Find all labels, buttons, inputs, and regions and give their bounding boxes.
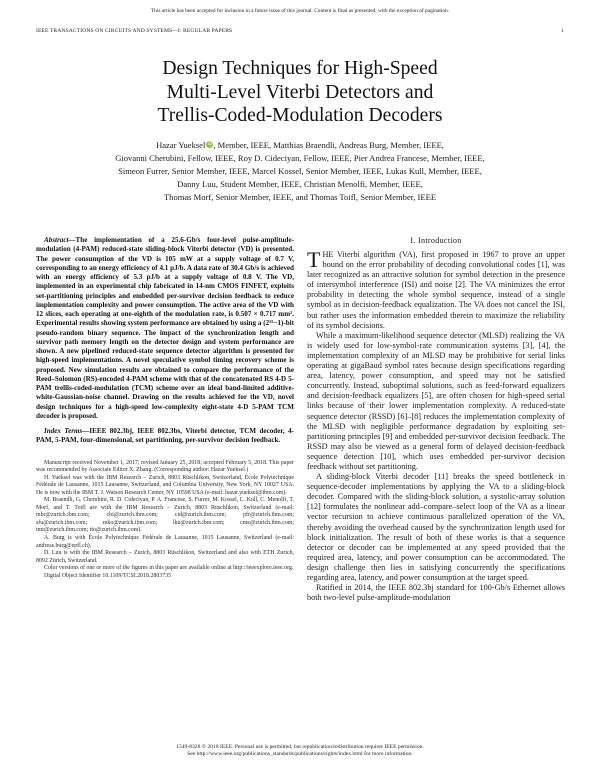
right-column bbox=[307, 236, 565, 603]
acceptance-notice: This article has been accepted for inclusion in a future issue of this journal. Content is final as presented, with the exception of pagination. bbox=[150, 8, 450, 14]
abstract bbox=[36, 236, 294, 421]
index-terms-text: IEEE 802.3bj, IEEE 802.3bs, Viterbi detector, TCM decoder, 4-PAM, 5-PAM, four-dimensional, set partitioning, per-survivor decision feedback. bbox=[36, 427, 294, 445]
footnote: D. Luu is with the IBM Research – Zurich, 8803 Rüschlikon, Switzerland and also with ETH Zurich, 8092 Zürich, Switzerland. bbox=[36, 550, 294, 564]
author-list bbox=[30, 139, 570, 204]
journal-name: IEEE TRANSACTIONS ON CIRCUITS AND SYSTEMS—I: REGULAR PAPERS bbox=[36, 28, 233, 34]
title-line: Design Techniques for High-Speed bbox=[162, 58, 438, 79]
paragraph: While a maximum-likelihood sequence detector (MLSD) realizing the VA is widely used for low-symbol-rate communication systems [3], [4], the implementation complexity of an MLSD may be prohibitive for serial links operating at gigaBaud symbol rates because design specifications regarding area, latency, power consumption, and speed may not be satisfied concurrently. Instead, suboptimal solutions, such as feed-forward equalizers and decision-feedback equalizers [5], are often chosen for high-speed serial links because of their lower implementation complexity. A reduced-state sequence detector (RSSD) [6]–[8] reduces the implementation complexity of the MLSD with negligible performance degradation by exploiting set-partitioning principles [9] and embedded per-survivor decision feedback. The RSSD may also be viewed as a general form of delayed decision-feedback sequence detection [10], which uses embedded per-survivor decision feedback without set partitioning. bbox=[307, 330, 565, 471]
drop-cap: T bbox=[307, 247, 321, 272]
copyright-notice bbox=[0, 744, 600, 759]
author-line bbox=[30, 139, 570, 152]
author-line: Simeon Furrer, Senior Member, IEEE, Marcel Kossel, Senior Member, IEEE, Lukas Kull, Member, IEEE, bbox=[118, 166, 482, 177]
index-terms-label: Index Terms— bbox=[44, 427, 90, 435]
footnote: Digital Object Identifier 10.1109/TCSI.2018.2803735 bbox=[44, 572, 172, 579]
page-number: 1 bbox=[561, 28, 564, 34]
footnotes bbox=[36, 460, 294, 581]
paragraph bbox=[307, 247, 565, 331]
title-line: Multi-Level Viterbi Detectors and bbox=[166, 81, 434, 103]
copyright-line: 1549-8328 © 2018 IEEE. Personal use is permitted, but republication/redistribution requires IEEE permission. bbox=[176, 744, 424, 750]
index-terms bbox=[36, 427, 294, 446]
copyright-line: See http://www.ieee.org/publications_standards/publications/rights/index.html for more information. bbox=[187, 751, 413, 758]
paragraph-text: HE Viterbi algorithm (VA), first proposed in 1967 to prove an upper bound on the error probability of decoding convolutional codes [1], was later recognized as an attractive solution for symbol detection in the presence of intersymbol interference (ISI) and noise [2]. The VA minimizes the error probability in detecting the whole symbol sequence, instead of a single symbol as in decision-feedback equalization. The VA does not cancel the ISI, but rather uses the information embedded therein to maximize the reliability of its symbol decisions. bbox=[307, 250, 565, 330]
paragraph: Ratified in 2014, the IEEE 802.3bj standard for 100-Gb/s Ethernet allows both two-level pulse-amplitude-modulation bbox=[307, 583, 565, 603]
author-line: Thomas Morf, Senior Member, IEEE, and Thomas Toifl, Senior Member, IEEE bbox=[163, 192, 437, 203]
introduction-body bbox=[307, 247, 565, 603]
footnote: A. Burg is with École Polytechnique Fédérale de Lausanne, 1015 Lausanne, Switzerland (e-mail: andreas.burg@epfl.ch). bbox=[36, 534, 294, 549]
author-line: Giovanni Cherubini, Fellow, IEEE, Roy D. Cideciyan, Fellow, IEEE, Pier Andrea Francese, Member, IEEE, bbox=[115, 153, 485, 164]
abstract-text: The implementation of a 25.6-Gb/s four-level pulse-amplitude-modulation (4-PAM) reduced-state sliding-block Viterbi detector (VD) is presented. The power consumption of the VD is 105 mW at a supply voltage of 0.7 V, corresponding to an energy efficiency of 4.1 pJ/b. A data rate of 30.4 Gb/s is achieved with an energy efficiency of 5.3 pJ/b at a supply voltage of 0.8 V. The VD, implemented in an experimental chip fabricated in 14-nm CMOS FINFET, exploits set-partitioning principles and embedded per-survivor decision feedback to reduce implementation complexity and power consumption. The active area of the VD with 12 slices, each operating at one-eighth of the modulation rate, is 0.507 × 0.717 mm². Experimental results showing system performance are obtained by using a (2¹⁵−1)-bit pseudo-random binary sequence. The impact of the synchronization length and survivor path memory length on the detector design and system performance are shown. A new pipelined reduced-state sequence detector algorithm is presented for high-speed implementations. A novel speculative symbol timing recovery scheme is proposed. New simulation results are obtained to compare the performance of the Reed–Solomon (RS)-encoded 4-PAM scheme with that of the concatenated RS 4-D 5-PAM trellis-coded-modulation (TCM) scheme over an ideal band-limited additive-white-Gaussian-noise channel. Drawing on the results achieved for the VD, novel design techniques for a high-speed low-complexity eight-state 4-D 5-PAM TCM decoder is proposed. bbox=[36, 236, 294, 420]
section-heading: I. Introduction bbox=[410, 236, 462, 245]
title-line: Trellis-Coded-Modulation Decoders bbox=[157, 105, 443, 127]
orcid-icon[interactable]: iD bbox=[207, 142, 213, 147]
abstract-label: Abstract— bbox=[44, 236, 76, 244]
footnote: H. Yueksel was with the IBM Research – Zurich, 8803 Rüschlikon, Switzerland, École Polytechnique Fédérale de Lausanne, 1015 Lausanne, Switzerland, and Columbia University, New York, NY 10027 USA. He is now with the IBM T. J. Watson Research Center, NY 10598 USA (e-mail: hazar.yueksel@ibm.com). bbox=[36, 474, 294, 496]
footnote: Color versions of one or more of the figures in this paper are available online at http://ieeexplore.ieee.org. bbox=[44, 565, 294, 572]
left-column bbox=[36, 236, 294, 580]
paragraph: A sliding-block Viterbi decoder [11] breaks the speed bottleneck in sequence-decoder implementations by applying the VA to a sliding-block decoder. Compared with the sliding-block solution, a systolic-array solution [12] formulates the nonlinear add–compare–select loop of the VA as a linear vector recursion to achieve continuous parallelized operation of the VA, thereby avoiding the overhead caused by the synchronization length used for block initialization. The result of both of these works is that a sequence detector or decoder can be implemented at any speed provided that the required area, latency, and power consumption can be accommodated. The design challenge then lies in satisfying concurrently the specifications regarding area, latency, and power consumption at the target speed. bbox=[307, 472, 565, 582]
footnote: Manuscript received November 1, 2017; revised January 25, 2018; accepted February 5, 2018. This paper was recommended by Associate Editor X. Zhang. (Corresponding author: Hazar Yueksel.) bbox=[36, 459, 294, 474]
paper-title bbox=[0, 57, 600, 128]
author-affil: , Member, IEEE, Matthias Braendli, Andreas Burg, Member, IEEE, bbox=[213, 140, 444, 150]
running-header bbox=[36, 28, 564, 34]
first-author: Hazar Yueksel bbox=[156, 140, 206, 150]
author-line: Danny Luu, Student Member, IEEE, Christian Menolfi, Member, IEEE, bbox=[177, 179, 423, 190]
footnote: M. Braendli, G. Cherubini, R. D. Cideciyan, P. A. Francese, S. Furrer, M. Kossel, L. Kull, C. Menolfi, T. Morf, and T. Toifl are with the IBM Research – Zurich, 8803 Rüschlikon, Switzerland (e-mail: mbr@zurich.ibm.com; cbi@zurich.ibm.com; cid@zurich.ibm.com; pfr@zurich.ibm.com; sfu@zurich.ibm.com; mko@zurich.ibm.com; lku@zurich.ibm.com; cme@zurich.ibm.com; tmr@zurich.ibm.com; tto@zurich.ibm.com). bbox=[36, 497, 294, 534]
